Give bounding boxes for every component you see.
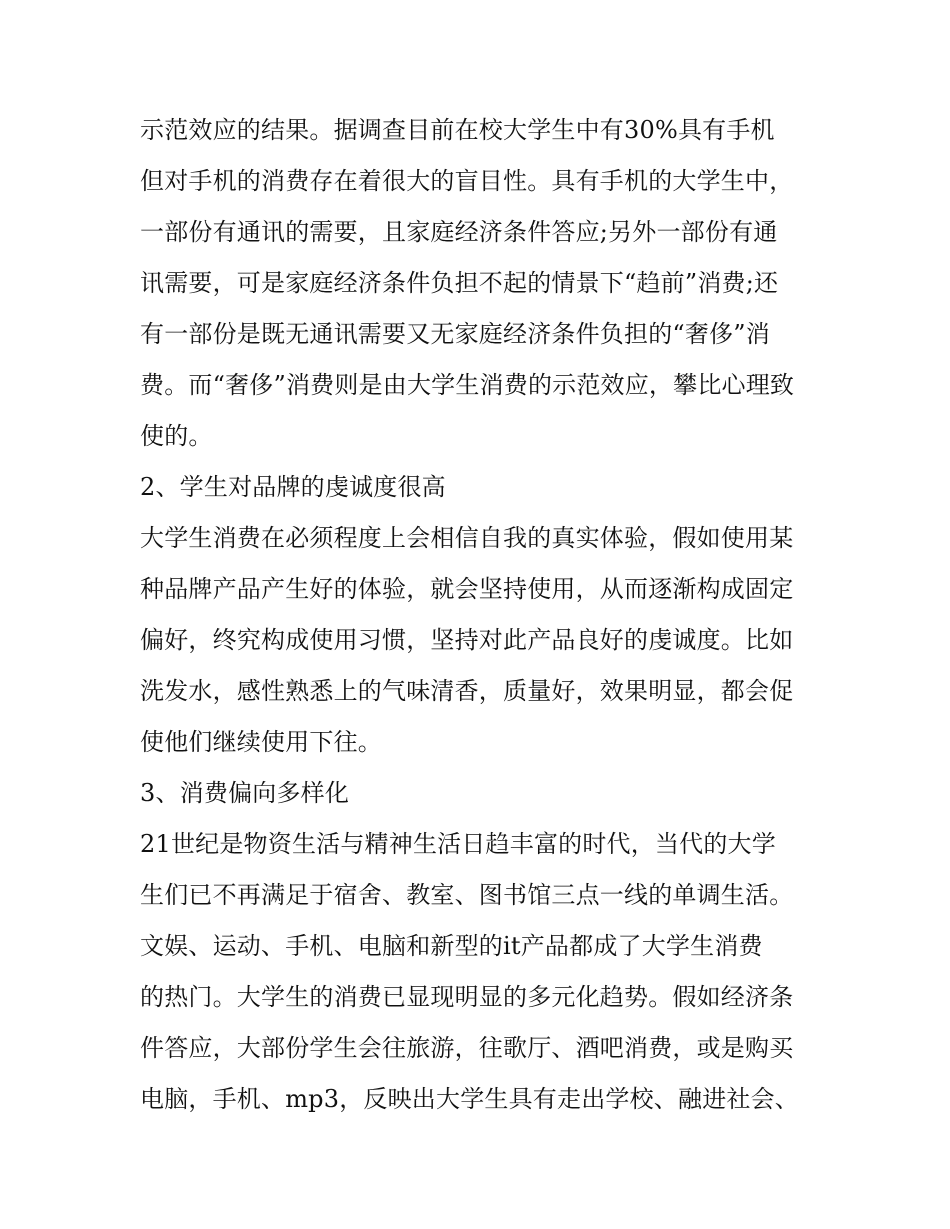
text-line: 讯需要，可是家庭经济条件负担不起的情景下“趋前”消费;还 — [140, 269, 779, 297]
text-line: 电脑，手机、mp3，反映出大学生具有走出学校、融进社会、 — [140, 1085, 799, 1113]
text-line: 种品牌产品产生好的体验，就会坚持使用，从而逐渐构成固定 — [140, 575, 794, 603]
text-line: 使他们继续使用下往。 — [140, 728, 382, 756]
text-line: 件答应，大部份学生会往旅游，往歌厅、酒吧消费，或是购买 — [140, 1034, 794, 1062]
text-line: 有一部份是既无通讯需要又无家庭经济条件负担的“奢侈”消 — [140, 320, 770, 348]
section-heading: 3、消费偏向多样化 — [140, 779, 350, 807]
text-line: 大学生消费在必须程度上会相信自我的真实体验，假如使用某 — [140, 524, 794, 552]
document-page — [140, 105, 820, 1125]
text-line: 一部份有通讯的需要，且家庭经济条件答应;另外一部份有通 — [140, 218, 778, 246]
text-line: 洗发水，感性熟悉上的气味清香，质量好，效果明显，都会促 — [140, 677, 794, 705]
text-line: 文娱、运动、手机、电脑和新型的it产品都成了大学生消费 — [140, 932, 763, 960]
text-line: 但对手机的消费存在着很大的盲目性。具有手机的大学生中， — [140, 167, 794, 195]
text-line: 的热门。大学生的消费已显现明显的多元化趋势。假如经济条 — [140, 983, 794, 1011]
section-heading: 2、学生对品牌的虔诚度很高 — [140, 473, 446, 501]
text-line: 生们已不再满足于宿舍、教室、图书馆三点一线的单调生活。 — [140, 881, 794, 909]
text-line: 使的。 — [140, 422, 213, 450]
text-line: 示范效应的结果。据调查目前在校大学生中有30%具有手机 — [140, 116, 775, 144]
text-line: 21世纪是物资生活与精神生活日趋丰富的时代，当代的大学 — [140, 830, 776, 858]
text-line: 费。而“奢侈”消费则是由大学生消费的示范效应，攀比心理致 — [140, 371, 795, 399]
text-line: 偏好，终究构成使用习惯，坚持对此产品良好的虔诚度。比如 — [140, 626, 794, 654]
